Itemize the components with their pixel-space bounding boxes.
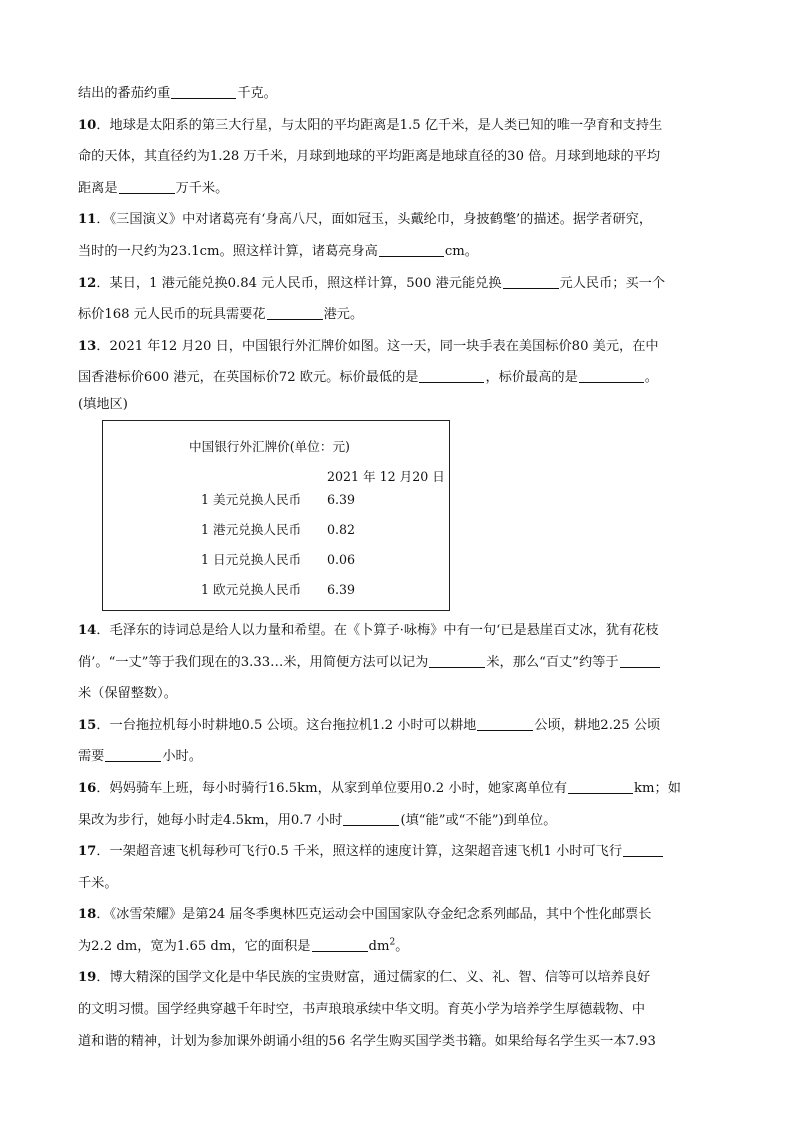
question-list — [78, 78, 718, 1057]
question-10 — [78, 110, 718, 205]
question-text: 米，那么“百丈”约等于 — [486, 654, 619, 670]
question-number: 15 — [78, 717, 97, 733]
table-row — [201, 551, 355, 569]
question-13 — [78, 331, 718, 611]
question-text: 千米。 — [78, 875, 118, 891]
table-title: 中国银行外汇牌价(单位：元) — [189, 438, 350, 454]
question-text: 万千米。 — [175, 180, 229, 196]
answer-blank[interactable] — [579, 368, 644, 383]
question-text: 小时。 — [162, 749, 202, 765]
question-number: 18 — [78, 907, 97, 923]
question-number: 19 — [78, 970, 97, 986]
answer-blank[interactable] — [171, 84, 236, 99]
answer-blank[interactable] — [568, 779, 633, 794]
question-text: 元人民币；买一个 — [559, 275, 666, 291]
answer-blank[interactable] — [343, 811, 399, 826]
question-text: ．一架超音速飞机每秒可飞行0.5 千米，照这样的速度计算，这架超音速飞机1 小时可飞行 — [96, 844, 623, 860]
rate-label: 1 欧元兑换人民币 — [201, 581, 302, 597]
question-text: dm — [368, 938, 390, 954]
question-text: km；如 — [634, 780, 681, 796]
question-text: 的文明习惯。国学经典穿越千年时空，书声琅琅承续中华文明。育英小学为培养学生厚德载物、中 — [78, 1002, 646, 1018]
question-text: ．一台拖拉机每小时耕地0.5 公顷。这台拖拉机1.2 小时可以耕地 — [96, 717, 477, 733]
question-text: 港元。 — [323, 307, 364, 323]
question-text: 道和谐的精神，计划为参加课外朗诵小组的56 名学生购买国学类书籍。如果给每名学生买一本7.93 — [78, 1033, 656, 1049]
continued-question-line — [78, 78, 718, 110]
question-text: 国香港标价600 港元，在英国标价72 欧元。标价最低的是 — [78, 370, 419, 386]
question-text: ，标价最高的是 — [485, 370, 578, 386]
question-text: 需要 — [78, 749, 105, 765]
question-text: 当时的一尺约为23.1cm。照这样计算，诸葛亮身高 — [78, 243, 378, 259]
question-text: cm。 — [444, 243, 478, 259]
superscript-exponent: 2 — [389, 937, 396, 948]
question-12 — [78, 268, 718, 331]
question-text: 距离是 — [78, 180, 118, 196]
table-date: 2021 年 12 月20 日 — [327, 468, 445, 484]
question-text: ．毛泽东的诗词总是给人以力量和希望。在《卜算子·咏梅》中有一句‘已是悬崖百丈冰，犹有花枝 — [96, 622, 659, 638]
question-number: 13 — [78, 338, 97, 354]
rate-value: 0.82 — [327, 521, 356, 537]
question-text: 为2.2 dm，宽为1.65 dm，它的面积是 — [78, 938, 311, 954]
question-number: 12 — [78, 275, 97, 291]
question-text: ．某日，1 港元能兑换0.84 元人民币，照这样计算，500 港元能兑换 — [96, 275, 502, 291]
question-number: 16 — [78, 780, 97, 796]
question-text: 命的天体，其直径约为1.28 万千米，月球到地球的平均距离是地球直径的30 倍。月球到地球的平均 — [78, 149, 661, 165]
rate-value: 6.39 — [327, 491, 356, 507]
question-text: ．《三国演义》中对诸葛亮有‘身高八尺，面如冠玉，头戴纶巾，身披鹤氅’的描述。据学者研究， — [96, 212, 653, 228]
question-text: 俏’。“一丈”等于我们现在的3.33…米，用简便方法可以记为 — [78, 654, 429, 670]
question-text: 果改为步行，她每小时走4.5km，用0.7 小时 — [78, 812, 343, 828]
answer-blank[interactable] — [105, 747, 161, 762]
rate-label: 1 美元兑换人民币 — [201, 491, 302, 507]
question-text: ．妈妈骑车上班，每小时骑行16.5km，从家到单位要用0.2 小时，她家离单位有 — [96, 780, 568, 796]
question-17 — [78, 836, 718, 899]
answer-blank[interactable] — [623, 842, 663, 857]
answer-blank[interactable] — [312, 937, 368, 952]
question-19 — [78, 962, 718, 1057]
answer-blank[interactable] — [267, 305, 323, 320]
question-text: 米（保留整数）。 — [78, 686, 177, 702]
question-text: 。 — [644, 370, 658, 386]
question-text: ．2021 年12 月20 日，中国银行外汇牌价如图。这一天，同一块手表在美国标价80 美元，在中 — [96, 338, 659, 354]
rate-value: 0.06 — [327, 551, 356, 567]
answer-blank[interactable] — [503, 274, 559, 289]
question-14 — [78, 615, 718, 710]
question-16 — [78, 773, 718, 836]
question-11 — [78, 204, 718, 267]
question-text: ．地球是太阳系的第三大行星，与太阳的平均距离是1.5 亿千米，是人类已知的唯一孕育和支持生 — [96, 117, 663, 133]
table-row — [201, 521, 355, 539]
question-text: 千克。 — [237, 86, 277, 101]
question-number: 11 — [78, 212, 97, 228]
table-row — [201, 581, 355, 599]
rate-label: 1 日元兑换人民币 — [201, 551, 302, 567]
rate-value: 6.39 — [327, 581, 356, 597]
question-text: 标价168 元人民币的玩具需要花 — [78, 307, 266, 323]
question-text: ．《冰雪荣耀》是第24 届冬季奥林匹克运动会中国国家队夺金纪念系列邮品，其中个性化邮票长 — [96, 907, 652, 923]
question-18 — [78, 899, 718, 962]
question-text: (填“能”或“不能”)到单位。 — [400, 812, 557, 828]
answer-blank[interactable] — [379, 242, 444, 257]
question-hint: (填地区) — [78, 396, 128, 412]
question-number: 14 — [78, 622, 97, 638]
answer-blank[interactable] — [429, 653, 485, 668]
answer-blank[interactable] — [477, 716, 533, 731]
question-text: 公顷，耕地2.25 公顷 — [534, 717, 661, 733]
question-number: 17 — [78, 844, 97, 860]
question-text: 结出的番茄约重 — [78, 86, 171, 101]
question-text: 。 — [395, 938, 409, 954]
exchange-rate-table — [102, 420, 450, 611]
answer-blank[interactable] — [419, 368, 484, 383]
answer-blank[interactable] — [620, 653, 660, 668]
table-row — [201, 491, 355, 509]
question-number: 10 — [78, 117, 97, 133]
question-15 — [78, 710, 718, 773]
answer-blank[interactable] — [119, 179, 175, 194]
rate-label: 1 港元兑换人民币 — [201, 521, 302, 537]
question-text: ．博大精深的国学文化是中华民族的宝贵财富，通过儒家的仁、义、礼、智、信等可以培养良好 — [96, 970, 651, 986]
